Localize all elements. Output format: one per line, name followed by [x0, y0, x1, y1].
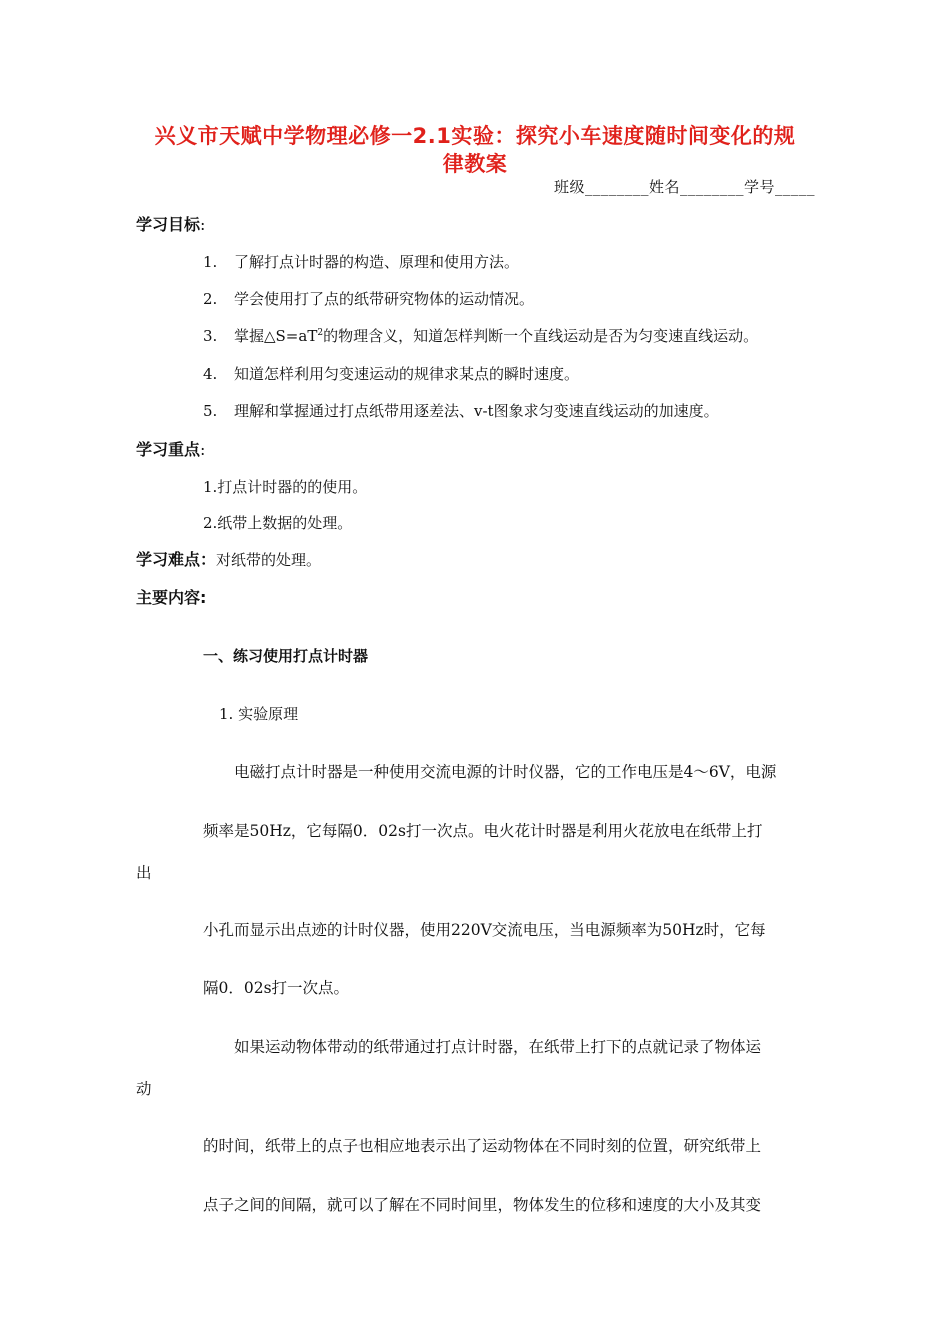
objective-text: 理解和掌握通过打点纸带用逐差法、v-t图象求匀变速直线运动的加速度。 [234, 402, 719, 420]
document-title-line1: 兴义市天赋中学物理必修一2.1实验：探究小车速度随时间变化的规 [154, 124, 796, 148]
objective-text-after: 的物理含义，知道怎样判断一个直线运动是否为匀变速直线运动。 [323, 327, 759, 345]
objective-text: 学会使用打了点的纸带研究物体的运动情况。 [234, 290, 535, 308]
objective-number: 1. [203, 253, 218, 271]
key-points-heading [136, 437, 205, 460]
objective-text-before: 掌握△S=aT [234, 327, 318, 345]
key-point-item: 2.纸带上数据的处理。 [203, 514, 353, 532]
objectives-heading [136, 212, 205, 235]
superscript: 2 [317, 328, 324, 338]
paragraph-line: 动 [136, 1080, 152, 1098]
paragraph-line: 频率是50Hz，它每隔0．02s打一次点。电火花计时器是利用火花放电在纸带上打 [203, 822, 763, 840]
objectives-heading-text: 学习目标 [136, 215, 201, 234]
paragraph-line: 如果运动物体带动的纸带通过打点计时器，在纸带上打下的点就记录了物体运 [234, 1038, 762, 1056]
objective-item [203, 400, 719, 421]
objective-item [203, 325, 758, 346]
main-content-heading: 主要内容: [136, 588, 207, 607]
subsection-title: 1. 实验原理 [219, 705, 299, 723]
objective-text: 了解打点计时器的构造、原理和使用方法。 [234, 253, 520, 271]
key-points-heading-text: 学习重点 [136, 440, 201, 459]
objectives-heading-colon: : [200, 215, 206, 234]
objective-item [203, 251, 519, 272]
key-point-item: 1.打点计时器的的使用。 [203, 478, 368, 496]
paragraph-line: 出 [136, 864, 152, 882]
paragraph-line: 隔0．02s打一次点。 [203, 979, 350, 997]
objective-number: 2. [203, 290, 218, 308]
objective-number: 5. [203, 402, 218, 420]
objective-text: 知道怎样利用匀变速运动的规律求某点的瞬时速度。 [234, 365, 580, 383]
paragraph-line: 点子之间的间隔，就可以了解在不同时间里，物体发生的位移和速度的大小及其变 [203, 1196, 762, 1214]
paragraph-line: 的时间，纸带上的点子也相应地表示出了运动物体在不同时刻的位置，研究纸带上 [203, 1137, 762, 1155]
objective-item [203, 363, 579, 384]
difficulty-text: 对纸带的处理。 [216, 551, 322, 569]
student-info-line: 班级________姓名________学号_____ [553, 178, 815, 196]
objective-number: 3. [203, 327, 218, 345]
difficulty-line [136, 547, 321, 570]
paragraph-line: 小孔而显示出点迹的计时仪器，使用220V交流电压，当电源频率为50Hz时，它每 [203, 921, 766, 939]
document-title-line2: 律教案 [442, 152, 508, 176]
section-title: 一、练习使用打点计时器 [203, 647, 369, 665]
objective-item [203, 288, 534, 309]
objective-number: 4. [203, 365, 218, 383]
difficulty-heading: 学习难点： [136, 550, 217, 569]
paragraph-line: 电磁打点计时器是一种使用交流电源的计时仪器，它的工作电压是4～6V，电源 [234, 763, 777, 781]
key-points-heading-colon: : [200, 440, 206, 459]
